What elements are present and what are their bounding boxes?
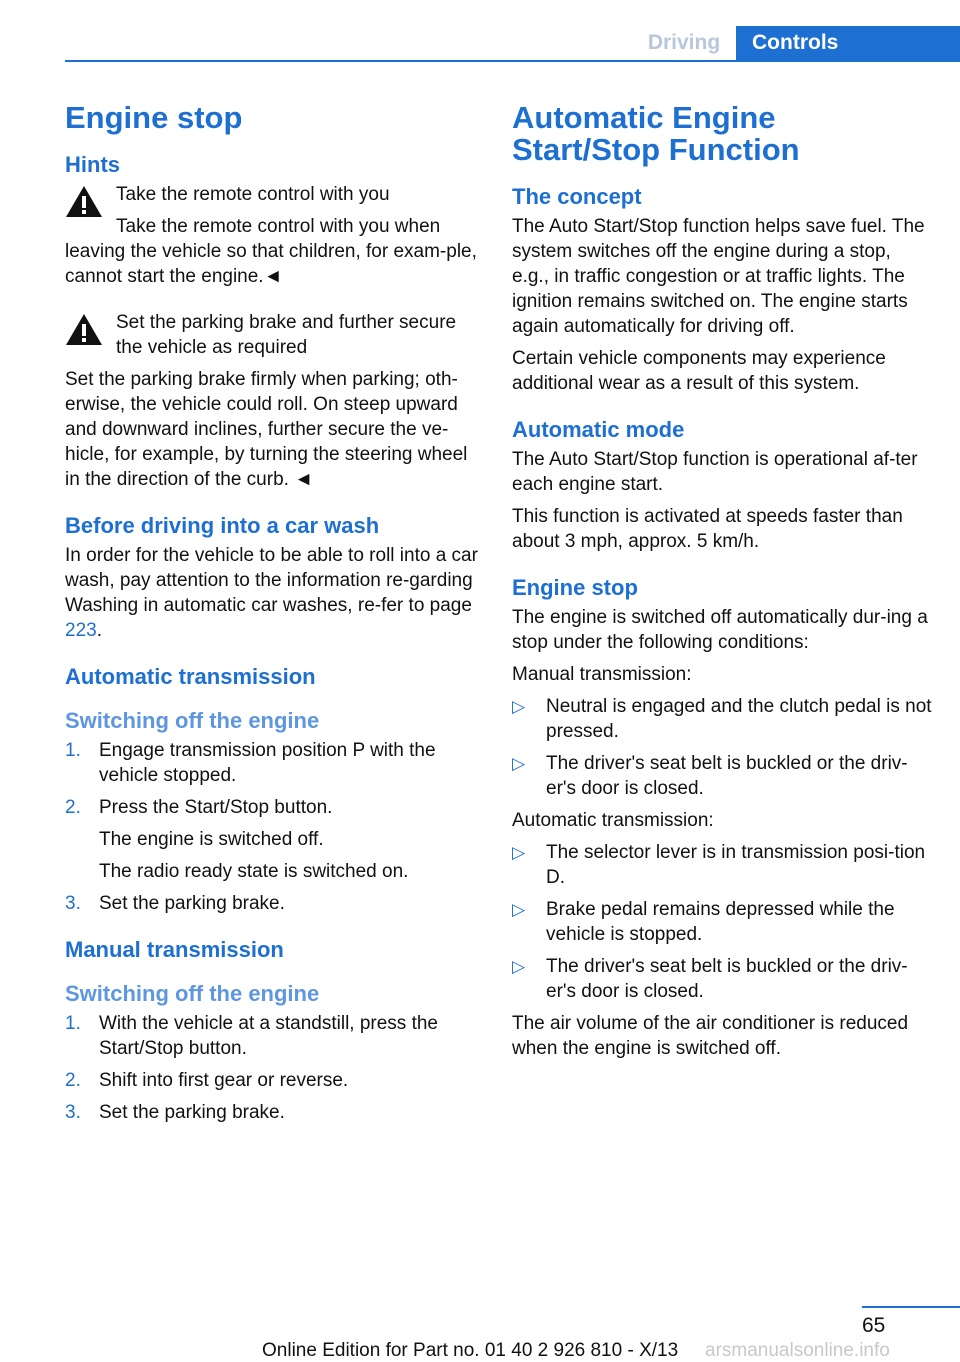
step-number: 1. xyxy=(65,1013,81,1034)
automatic-mode-heading: Automatic mode xyxy=(512,417,685,442)
list-item xyxy=(65,1068,483,1093)
page-number: 65 xyxy=(862,1314,886,1337)
warning-remote-control xyxy=(65,182,483,289)
triangle-bullet-icon: ▷ xyxy=(512,843,526,862)
triangle-bullet-icon: ▷ xyxy=(512,957,526,976)
warning-title: Take the remote control with you xyxy=(116,184,390,205)
step-note: The engine is switched off. xyxy=(99,829,324,850)
bullet-text: Neutral is engaged and the clutch pedal is not pressed. xyxy=(546,696,932,742)
warning-title: Set the parking brake and further secure the vehicle as required xyxy=(116,312,457,358)
automatic-mode-paragraph: The Auto Start/Stop function is operational af‐ter each engine start. xyxy=(512,449,918,495)
list-item xyxy=(512,954,932,1004)
concept-paragraph: Certain vehicle components may experience additional wear as a result of this system. xyxy=(512,348,886,394)
warning-body: Set the parking brake firmly when parking; oth‐erwise, the vehicle could roll. On steep upward and downward inclines, further secure the ve‐hicle, for example, by turning the steering wheel in the direction of the curb. ◄ xyxy=(65,369,468,490)
list-item xyxy=(65,1011,483,1061)
list-item xyxy=(65,795,483,820)
automatic-steps-list xyxy=(65,738,483,916)
switching-off-engine-subheading: Switching off the engine xyxy=(65,981,320,1006)
list-item xyxy=(65,1100,483,1125)
edition-footer: Online Edition for Part no. 01 40 2 926 810 - X/13 xyxy=(262,1340,679,1361)
left-column xyxy=(65,100,483,1132)
warning-triangle-icon xyxy=(65,184,103,218)
list-item xyxy=(512,694,932,744)
triangle-bullet-icon: ▷ xyxy=(512,697,526,716)
manual-transmission-heading: Manual transmission xyxy=(65,937,284,962)
switching-off-engine-subheading: Switching off the engine xyxy=(65,708,320,733)
list-item xyxy=(512,751,932,801)
step-text: Engage transmission position P with the vehicle stopped. xyxy=(99,740,436,786)
step-number: 3. xyxy=(65,1102,81,1123)
car-wash-text xyxy=(65,543,483,643)
right-column xyxy=(512,100,932,1068)
page-reference-link[interactable]: 223 xyxy=(65,620,97,641)
triangle-bullet-icon: ▷ xyxy=(512,900,526,919)
automatic-transmission-label: Automatic transmission: xyxy=(512,810,714,831)
header-chapter-tab: Controls xyxy=(736,26,960,60)
step-number: 1. xyxy=(65,740,81,761)
warning-parking-brake xyxy=(65,310,483,492)
list-item xyxy=(512,840,932,890)
step-number: 2. xyxy=(65,797,81,818)
step-number: 3. xyxy=(65,893,81,914)
manual-steps-list xyxy=(65,1011,483,1125)
header-section-tab: Driving xyxy=(647,31,721,54)
triangle-bullet-icon: ▷ xyxy=(512,754,526,773)
car-wash-end: . xyxy=(96,620,102,641)
engine-stop-heading: Engine stop xyxy=(512,575,638,600)
automatic-transmission-heading: Automatic transmission xyxy=(65,664,316,689)
step-note: The radio ready state is switched on. xyxy=(99,861,409,882)
bullet-text: The driver's seat belt is buckled or the driv‐er's door is closed. xyxy=(546,753,908,799)
car-wash-heading: Before driving into a car wash xyxy=(65,513,380,538)
watermark: arsmanualsonline.info xyxy=(705,1340,890,1361)
start-stop-title: Automatic Engine Start/Stop Function xyxy=(512,100,800,167)
list-item xyxy=(512,897,932,947)
list-item xyxy=(65,738,483,788)
step-number: 2. xyxy=(65,1070,81,1091)
footer-rule xyxy=(862,1306,960,1308)
car-wash-body: In order for the vehicle to be able to roll into a car wash, pay attention to the information re‐garding Washing in automatic car washes, re‐fer to page xyxy=(65,545,478,616)
concept-heading: The concept xyxy=(512,184,642,209)
page-header xyxy=(0,0,960,62)
bullet-text: Brake pedal remains depressed while the vehicle is stopped. xyxy=(546,899,895,945)
manual-transmission-label: Manual transmission: xyxy=(512,664,692,685)
step-text: Shift into first gear or reverse. xyxy=(99,1070,349,1091)
concept-paragraph: The Auto Start/Stop function helps save fuel. The system switches off the engine during a stop, e.g., in traffic congestion or at traffic lights. The ignition remains switched on. The engine starts again automatically for driving off. xyxy=(512,216,925,337)
engine-stop-title: Engine stop xyxy=(65,100,243,135)
step-text: Set the parking brake. xyxy=(99,893,285,914)
hints-heading: Hints xyxy=(65,152,120,177)
bullet-text: The selector lever is in transmission posi‐tion D. xyxy=(546,842,926,888)
step-text: With the vehicle at a standstill, press the Start/Stop button. xyxy=(99,1013,438,1059)
bullet-text: The driver's seat belt is buckled or the driv‐er's door is closed. xyxy=(546,956,908,1002)
list-item xyxy=(65,891,483,916)
automatic-mode-paragraph: This function is activated at speeds faster than about 3 mph, approx. 5 km/h. xyxy=(512,506,903,552)
engine-stop-intro: The engine is switched off automatically dur‐ing a stop under the following conditions: xyxy=(512,607,928,653)
warning-body: Take the remote control with you when leaving the vehicle so that children, for exam‐ple, cannot start the engine.◄ xyxy=(65,216,477,287)
closing-paragraph: The air volume of the air conditioner is reduced when the engine is switched off. xyxy=(512,1013,909,1059)
step-text: Set the parking brake. xyxy=(99,1102,285,1123)
step-text: Press the Start/Stop button. xyxy=(99,797,333,818)
header-rule xyxy=(65,60,960,62)
warning-triangle-icon xyxy=(65,312,103,346)
